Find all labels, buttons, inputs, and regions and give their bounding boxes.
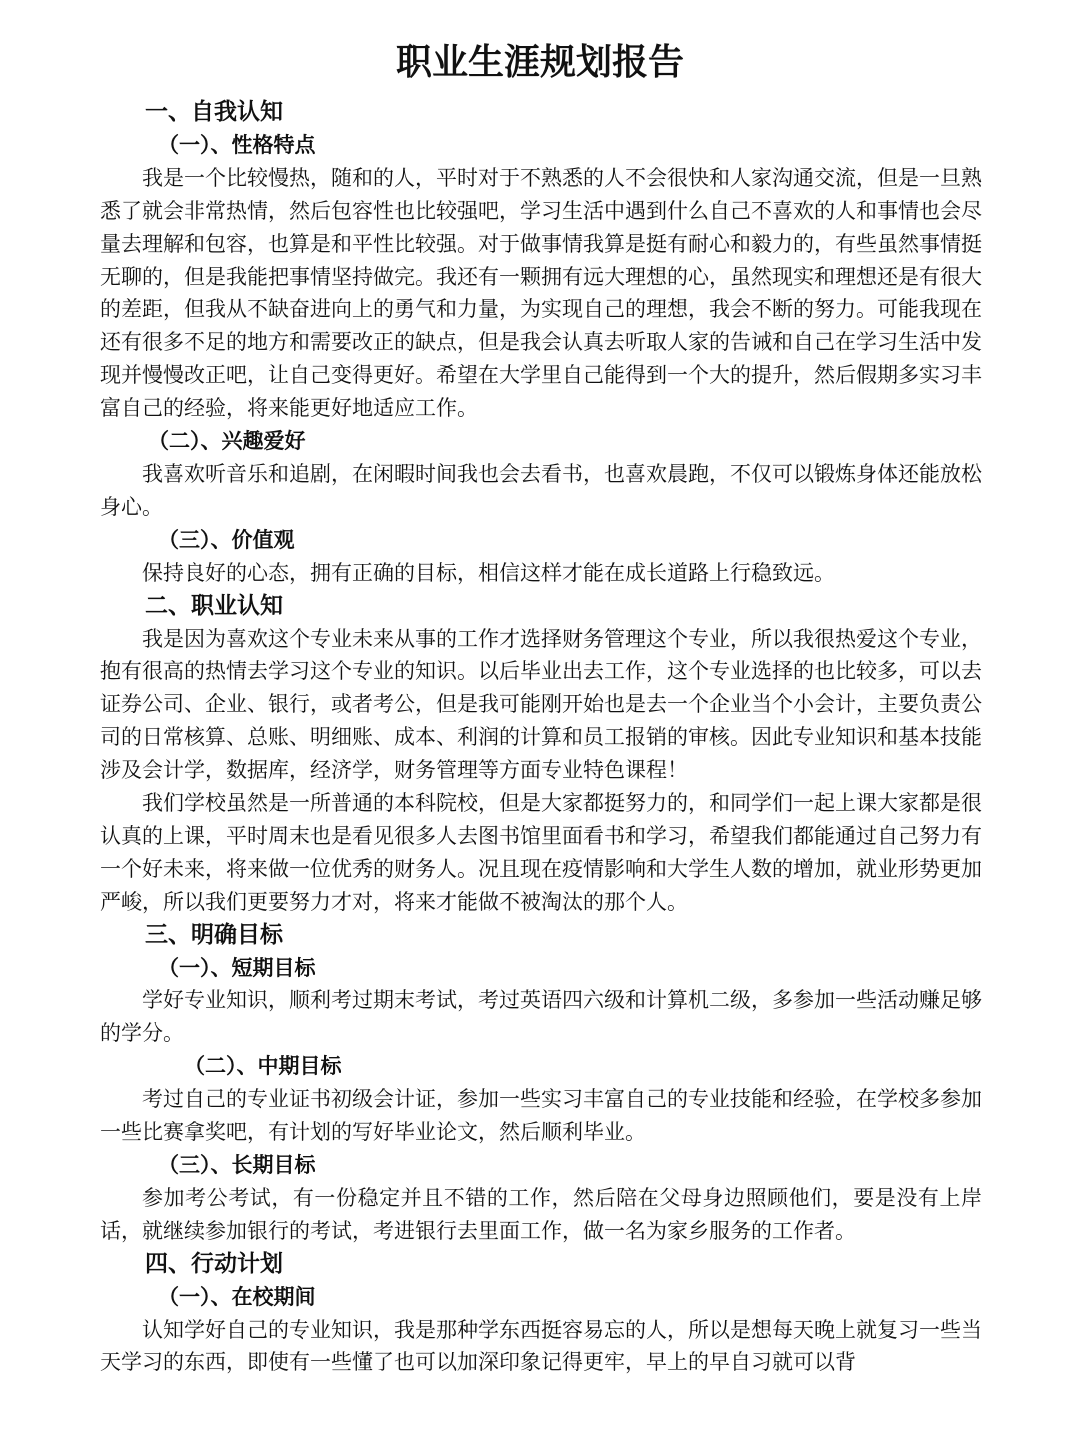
paragraph-on-campus: 认知学好自己的专业知识，我是那种学东西挺容易忘的人，所以是想每天晚上就复习一些当天学习的东西，即使有一些懂了也可以加深印象记得更牢，早上的早自习就可以背 <box>100 1317 982 1375</box>
paragraph-values: 保持良好的心态，拥有正确的目标，相信这样才能在成长道路上行稳致远。 <box>142 560 835 585</box>
section-heading-action-plan: 四、行动计划 <box>145 1250 283 1277</box>
subsection-heading-values: （三）、价值观 <box>158 527 295 552</box>
document-body <box>100 96 982 1379</box>
subsection-heading-interests: （二）、兴趣爱好 <box>148 429 306 454</box>
subsection-heading-personality: （一）、性格特点 <box>158 132 316 157</box>
section-heading-goals: 三、明确目标 <box>145 921 283 948</box>
section-heading-career-awareness: 二、职业认知 <box>145 592 283 619</box>
subsection-heading-mid-term: （二）、中期目标 <box>184 1054 342 1079</box>
subsection-heading-on-campus: （一）、在校期间 <box>158 1284 316 1309</box>
paragraph-mid-term: 考过自己的专业证书初级会计证，参加一些实习丰富自己的专业技能和经验，在学校多参加一些比赛拿奖吧，有计划的写好毕业论文，然后顺利毕业。 <box>100 1087 982 1145</box>
subsection-heading-short-term: （一）、短期目标 <box>158 955 316 980</box>
paragraph-personality: 我是一个比较慢热，随和的人，平时对于不熟悉的人不会很快和人家沟通交流，但是一旦熟悉了就会非常热情，然后包容性也比较强吧，学习生活中遇到什么自己不喜欢的人和事情也会尽量去理解和包容，也算是和平性比较强。对于做事情我算是挺有耐心和毅力的，有些虽然事情挺无聊的，但是我能把事情坚持做完。我还有一颗拥有远大理想的心，虽然现实和理想还是有很大的差距，但我从不缺奋进向上的勇气和力量，为实现自己的理想，我会不断的努力。可能我现在还有很多不足的地方和需要改正的缺点，但是我会认真去听取人家的告诫和自己在学习生活中发现并慢慢改正吧，让自己变得更好。希望在大学里自己能得到一个大的提升，然后假期多实习丰富自己的经验，将来能更好地适应工作。 <box>100 165 982 421</box>
paragraph-career-1: 我是因为喜欢这个专业未来从事的工作才选择财务管理这个专业，所以我很热爱这个专业，抱有很高的热情去学习这个专业的知识。以后毕业出去工作，这个专业选择的也比较多，可以去证券公司、企业、银行，或者考公，但是我可能刚开始也是去一个企业当个小会计，主要负责公司的日常核算、总账、明细账、成本、利润的计算和员工报销的审核。因此专业知识和基本技能涉及会计学，数据库，经济学，财务管理等方面专业特色课程！ <box>100 626 982 783</box>
paragraph-interests: 我喜欢听音乐和追剧，在闲暇时间我也会去看书，也喜欢晨跑，不仅可以锻炼身体还能放松身心。 <box>100 461 982 519</box>
section-heading-self-awareness: 一、自我认知 <box>145 99 283 125</box>
paragraph-long-term: 参加考公考试，有一份稳定并且不错的工作，然后陪在父母身边照顾他们，要是没有上岸话，就继续参加银行的考试，考进银行去里面工作，做一名为家乡服务的工作者。 <box>100 1185 982 1243</box>
document-title: 职业生涯规划报告 <box>395 42 684 83</box>
paragraph-short-term: 学好专业知识，顺利考过期末考试，考过英语四六级和计算机二级，多参加一些活动赚足够的学分。 <box>100 988 982 1046</box>
subsection-heading-long-term: （三）、长期目标 <box>158 1153 316 1177</box>
paragraph-career-2: 我们学校虽然是一所普通的本科院校，但是大家都挺努力的，和同学们一起上课大家都是很认真的上课，平时周末也是看见很多人去图书馆里面看书和学习，希望我们都能通过自己努力有一个好未来，将来做一位优秀的财务人。况且现在疫情影响和大学生人数的增加，就业形势更加严峻，所以我们更要努力才对，将来才能做不被淘汰的那个人。 <box>100 791 982 914</box>
